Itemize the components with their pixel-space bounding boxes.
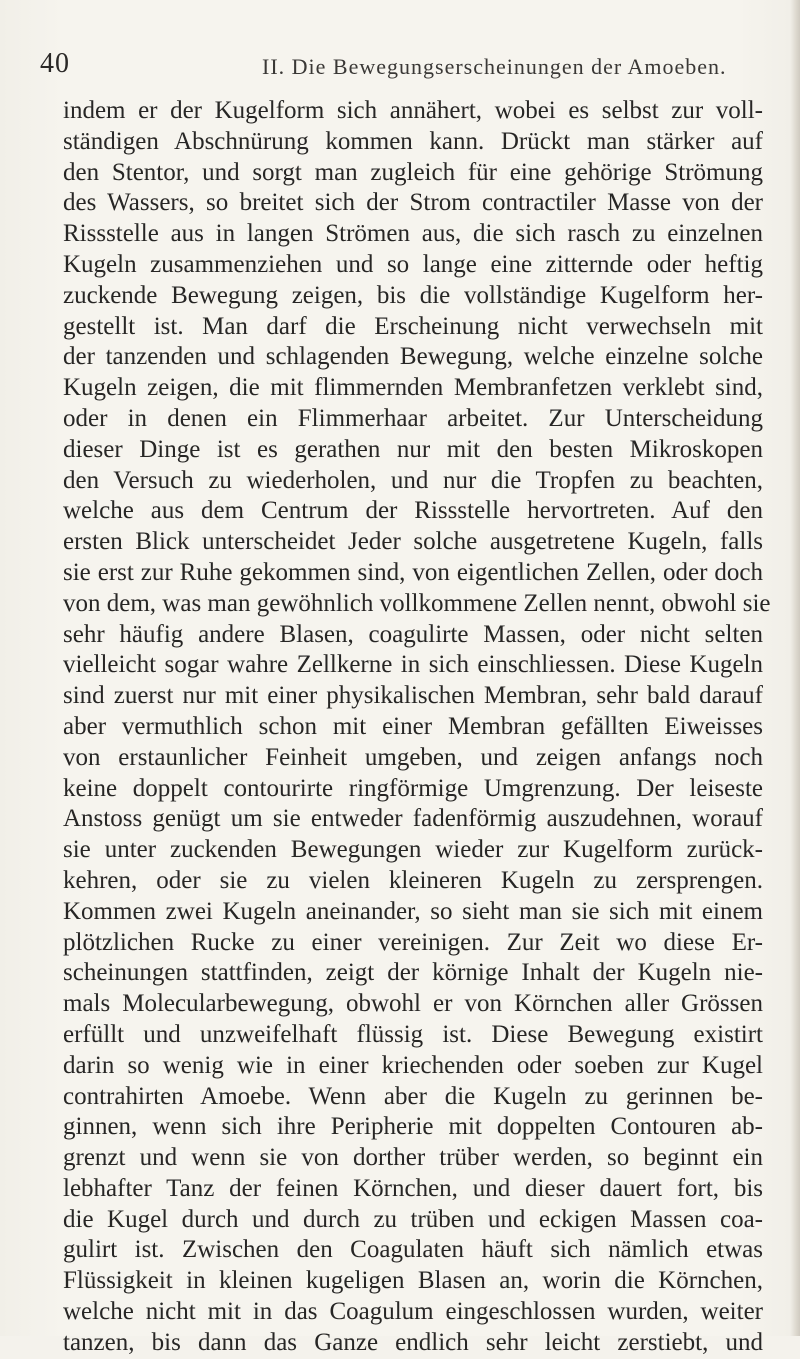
text-line: welche aus dem Centrum der Rissstelle hervortreten. Auf den <box>63 497 763 525</box>
text-line: sind zuerst nur mit einer physikalischen Membran, sehr bald darauf <box>63 682 763 710</box>
text-line: Anstoss genügt um sie entweder fadenförmig auszudehnen, worauf <box>63 805 763 833</box>
text-line: dieser Dinge ist es gerathen nur mit den besten Mikroskopen <box>63 435 763 463</box>
text-line: Kugeln zeigen, die mit flimmernden Membranfetzen verklebt sind, <box>63 374 763 402</box>
text-line: ginnen, wenn sich ihre Peripherie mit doppelten Contouren ab- <box>63 1113 763 1141</box>
text-line: ersten Blick unterscheidet Jeder solche ausgetretene Kugeln, falls <box>63 528 763 556</box>
text-line: aber vermuthlich schon mit einer Membran gefällten Eiweisses <box>63 712 763 740</box>
text-line: sie erst zur Ruhe gekommen sind, von eigentlichen Zellen, oder doch <box>63 558 763 586</box>
text-line: Rissstelle aus in langen Strömen aus, die sich rasch zu einzelnen <box>63 220 763 248</box>
body-text <box>63 96 771 1359</box>
text-line: ständigen Abschnürung kommen kann. Drückt man stärker auf <box>63 127 763 155</box>
text-line: Kugeln zusammenziehen und so lange eine zitternde oder heftig <box>63 250 763 278</box>
text-line: contrahirten Amoebe. Wenn aber die Kugeln zu gerinnen be- <box>63 1082 763 1110</box>
text-line: grenzt und wenn sie von dorther trüber werden, so beginnt ein <box>63 1144 763 1172</box>
text-line: sehr häufig andere Blasen, coagulirte Massen, oder nicht selten <box>63 620 763 648</box>
text-line: tanzen, bis dann das Ganze endlich sehr leicht zerstiebt, und <box>63 1328 763 1356</box>
text-line: indem er der Kugelform sich annähert, wobei es selbst zur voll- <box>63 97 763 124</box>
text-line: von erstaunlicher Feinheit umgeben, und zeigen anfangs noch <box>63 743 763 771</box>
page-number: 40 <box>40 48 70 79</box>
text-line: sie unter zuckenden Bewegungen wieder zur Kugelform zurück- <box>63 836 763 864</box>
text-line: mals Molecularbewegung, obwohl er von Körnchen aller Grössen <box>63 990 763 1018</box>
text-line: scheinungen stattfinden, zeigt der körnige Inhalt der Kugeln nie- <box>63 959 763 987</box>
text-line: erfüllt und unzweifelhaft flüssig ist. Diese Bewegung existirt <box>63 1020 763 1048</box>
text-line: von dem, was man gewöhnlich vollkommene Zellen nennt, obwohl sie <box>63 589 771 617</box>
text-line: darin so wenig wie in einer kriechenden oder soeben zur Kugel <box>63 1051 763 1079</box>
text-line: zuckende Bewegung zeigen, bis die vollständige Kugelform her- <box>63 281 763 309</box>
text-line: vielleicht sogar wahre Zellkerne in sich einschliessen. Diese Kugeln <box>63 651 763 679</box>
text-line: gestellt ist. Man darf die Erscheinung nicht verwechseln mit <box>63 312 763 340</box>
text-line: Kommen zwei Kugeln aneinander, so sieht man sie sich mit einem <box>63 897 763 925</box>
text-line: den Versuch zu wiederholen, und nur die Tropfen zu beachten, <box>63 466 763 494</box>
scan-edge-shadow <box>790 0 800 1336</box>
text-line: die Kugel durch und durch zu trüben und eckigen Massen coa- <box>63 1205 763 1233</box>
text-line: oder in denen ein Flimmerhaar arbeitet. Zur Unterscheidung <box>63 404 763 432</box>
running-head <box>40 48 760 88</box>
text-line: gulirt ist. Zwischen den Coagulaten häuft sich nämlich etwas <box>63 1236 763 1264</box>
text-line: kehren, oder sie zu vielen kleineren Kugeln zu zersprengen. <box>63 866 763 894</box>
text-line: plötzlichen Rucke zu einer vereinigen. Zur Zeit wo diese Er- <box>63 928 763 956</box>
text-line: Flüssigkeit in kleinen kugeligen Blasen an, worin die Körnchen, <box>63 1267 763 1295</box>
text-line: des Wassers, so breitet sich der Strom contractiler Masse von der <box>63 189 763 217</box>
text-line: keine doppelt contourirte ringförmige Umgrenzung. Der leiseste <box>63 774 763 802</box>
text-line: welche nicht mit in das Coagulum eingeschlossen wurden, weiter <box>63 1298 763 1326</box>
text-line: der tanzenden und schlagenden Bewegung, welche einzelne solche <box>63 343 763 371</box>
text-line: den Stentor, und sorgt man zugleich für eine gehörige Strömung <box>63 158 763 186</box>
chapter-header-title: II. Die Bewegungserscheinungen der Amoeben. <box>262 54 727 79</box>
text-line: lebhafter Tanz der feinen Körnchen, und dieser dauert fort, bis <box>63 1174 763 1202</box>
